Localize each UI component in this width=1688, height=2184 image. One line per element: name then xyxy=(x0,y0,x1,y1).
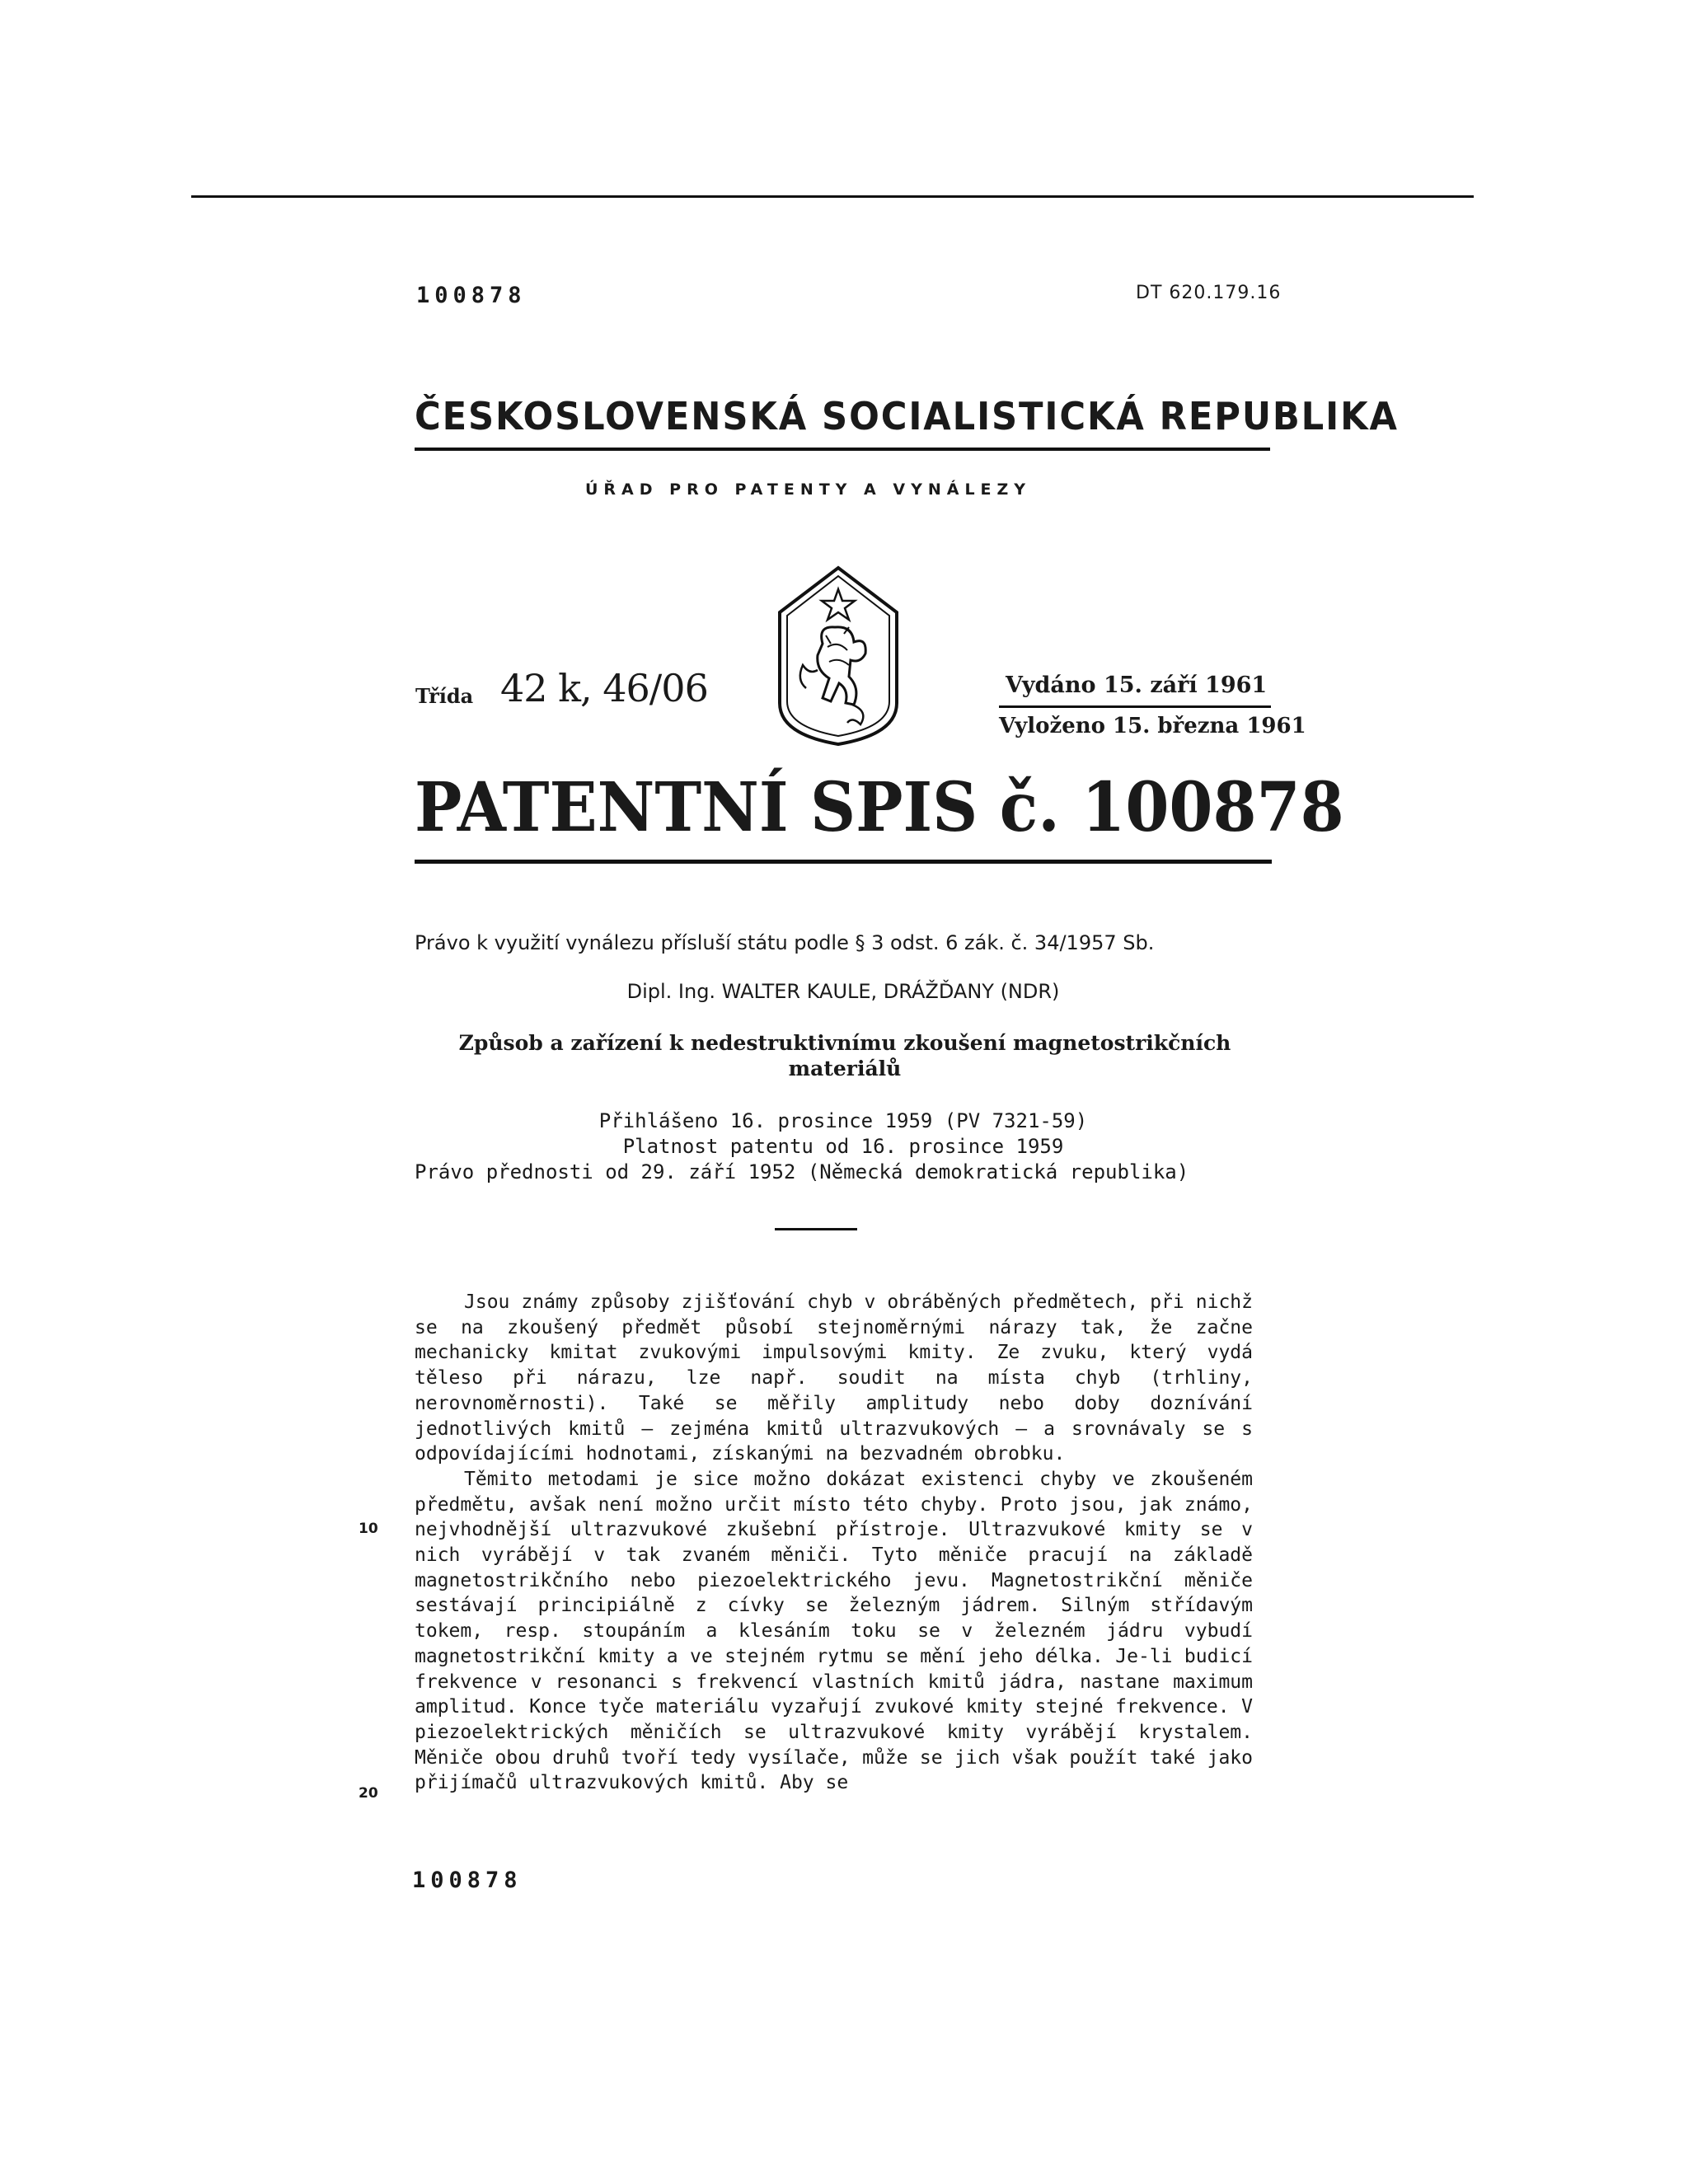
title-underline xyxy=(415,860,1272,864)
patent-office-name: ÚŘAD PRO PATENTY A VYNÁLEZY xyxy=(585,480,1032,499)
country-underline xyxy=(415,448,1270,451)
date-divider xyxy=(999,705,1271,708)
document-number-bottom: 100878 xyxy=(412,1868,523,1893)
document-number-top: 100878 xyxy=(416,283,527,308)
issued-date: Vydáno 15. září 1961 xyxy=(1006,673,1268,698)
class-value: 42 k, 46/06 xyxy=(500,666,708,710)
section-divider xyxy=(775,1228,857,1230)
body-paragraph: Jsou známy způsoby zjišťování chyb v obráběných předmětech, při nichž se na zkoušený předmět působí stejnoměrnými nárazy tak, že začne mechanicky kmitat zvukovými impulsovými kmity. Ze zvuku, který vydá těleso při nárazu, lze např. soudit na místa chyb (trhliny, nerovnoměrnosti). Také se měřily amplitudy nebo doby doznívání jednotlivých kmitů — zejména kmitů ultrazvukových — a srovnávaly se s odpovídajícími hodnotami, získanými na bezvadném obrobku. xyxy=(415,1291,1253,1465)
line-number-10: 10 xyxy=(359,1521,378,1537)
filing-date: Přihlášeno 16. prosince 1959 (PV 7321-59) xyxy=(598,1109,1088,1132)
laid-open-date: Vyloženo 15. března 1961 xyxy=(999,714,1306,738)
filing-details xyxy=(415,1108,1272,1185)
body-paragraph: Těmito metodami je sice možno dokázat existenci chyby ve zkoušeném předmětu, avšak není možno určit místo této chyby. Proto jsou, jak známo, nejvhodnější ultrazvukové zkušební přístroje. Ultrazvukové kmity se v nich vyrábějí v tak zvaném měniči. Tyto měniče pracují na základě magnetostrikčního nebo piezoelektrického jevu. Magnetostrikční měniče sestávají principiálně z cívky se železným jádrem. Silným střídavým tokem, resp. stoupáním a klesáním toku se v železném jádru vybudí magnetostrikční kmity a ve stejném rytmu se mění jeho délka. Je-li budicí frekvence v resonanci s frekvencí vlastních kmitů jádra, nastane maximum amplitud. Konce tyče materiálu vyzařují zvukové kmity stejné frekvence. V piezoelektrických měničích se ultrazvukové kmity vyrábějí krystalem. Měniče obou druhů tvoří tedy vysílače, může se jich však použít také jako přijímačů ultrazvukových kmitů. Aby se xyxy=(415,1468,1253,1794)
validity-date: Platnost patentu od 16. prosince 1959 xyxy=(622,1135,1064,1158)
class-label: Třída xyxy=(415,684,474,708)
rights-note: Právo k využití vynálezu přísluší státu podle § 3 odst. 6 zák. č. 34/1957 Sb. xyxy=(415,931,1155,954)
priority-date: Právo přednosti od 29. září 1952 (Německá demokratická republika) xyxy=(415,1160,1189,1183)
country-heading: ČESKOSLOVENSKÁ SOCIALISTICKÁ REPUBLIKA xyxy=(415,394,1399,438)
line-number-20: 20 xyxy=(359,1785,378,1802)
invention-subject: Způsob a zařízení k nedestruktivnímu zkoušení magnetostrikčních materiálů xyxy=(458,1031,1231,1080)
patent-title: PATENTNÍ SPIS č. 100878 xyxy=(415,768,1344,847)
dt-classification-code: DT 620.179.16 xyxy=(1136,283,1282,303)
inventor-line: Dipl. Ing. WALTER KAULE, DRÁŽĎANY (NDR) xyxy=(626,980,1060,1003)
description-body xyxy=(415,1290,1253,1796)
top-rule xyxy=(191,195,1474,198)
state-emblem-icon xyxy=(773,565,903,748)
